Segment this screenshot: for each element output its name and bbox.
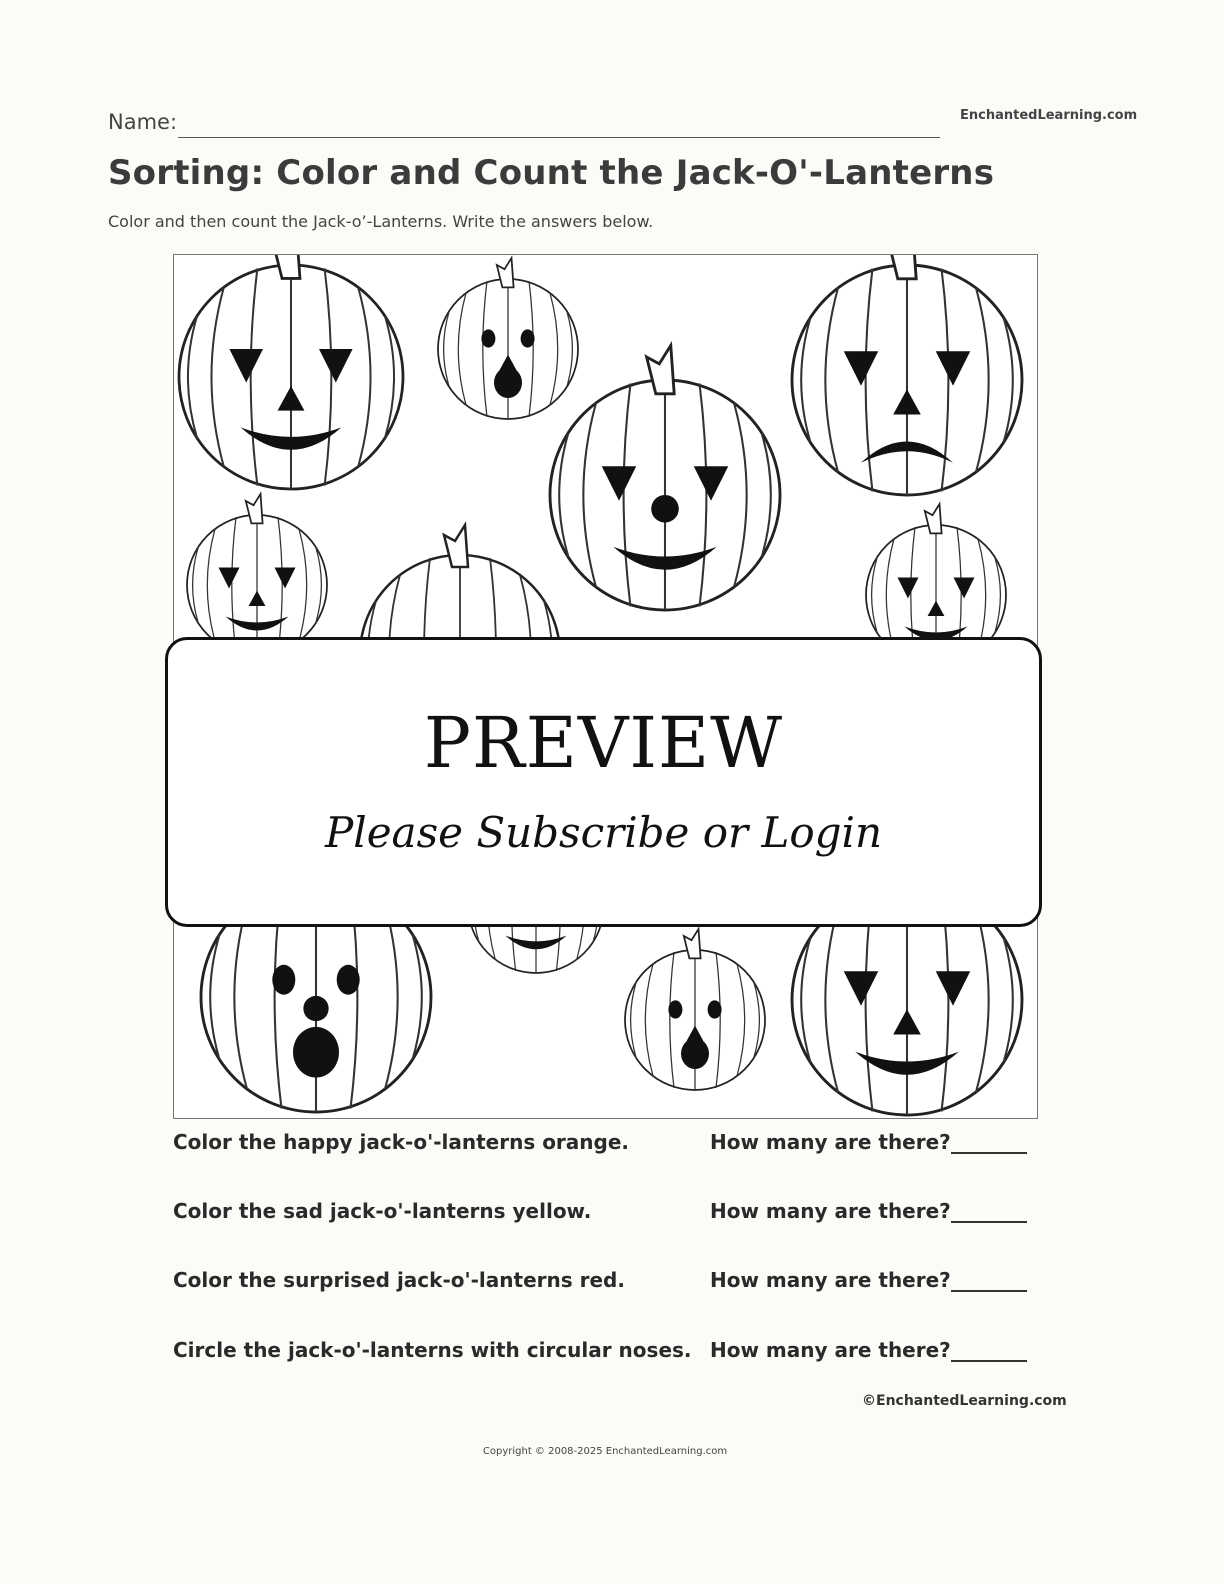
answer-blank[interactable] bbox=[951, 1152, 1027, 1154]
sad-jack-o-lantern bbox=[792, 255, 1022, 495]
question-row bbox=[173, 1268, 1033, 1298]
page-subtitle: Color and then count the Jack-o’-Lanterns. Write the answers below. bbox=[108, 212, 654, 231]
image-credit: ©EnchantedLearning.com bbox=[862, 1393, 1067, 1409]
happy-jack-o-lantern bbox=[550, 346, 780, 611]
happy-jack-o-lantern bbox=[187, 494, 327, 655]
question-row bbox=[173, 1338, 1033, 1368]
subscribe-login-link[interactable]: Please Subscribe or Login bbox=[325, 808, 882, 857]
name-label: Name: bbox=[108, 110, 178, 134]
surprised-jack-o-lantern bbox=[625, 929, 765, 1090]
answer-blank[interactable] bbox=[951, 1221, 1027, 1223]
name-field[interactable] bbox=[178, 137, 940, 138]
page-title: Sorting: Color and Count the Jack-O'-Lanterns bbox=[108, 153, 995, 193]
preview-overlay[interactable] bbox=[165, 637, 1042, 927]
question-ask: How many are there? bbox=[710, 1199, 951, 1223]
question-instruction: Circle the jack-o'-lanterns with circular noses. bbox=[173, 1338, 692, 1362]
question-instruction: Color the sad jack-o'-lanterns yellow. bbox=[173, 1199, 592, 1223]
question-instruction: Color the happy jack-o'-lanterns orange. bbox=[173, 1130, 630, 1154]
question-ask: How many are there? bbox=[710, 1130, 951, 1154]
question-row bbox=[173, 1199, 1033, 1229]
happy-jack-o-lantern bbox=[179, 255, 403, 489]
question-instruction: Color the surprised jack-o'-lanterns red. bbox=[173, 1268, 625, 1292]
site-name: EnchantedLearning.com bbox=[960, 108, 1138, 123]
question-ask: How many are there? bbox=[710, 1338, 951, 1362]
question-ask: How many are there? bbox=[710, 1268, 951, 1292]
copyright-notice: Copyright © 2008-2025 EnchantedLearning.com bbox=[482, 1446, 728, 1457]
preview-title: PREVIEW bbox=[423, 702, 784, 784]
answer-blank[interactable] bbox=[951, 1360, 1027, 1362]
question-row bbox=[173, 1130, 1033, 1160]
answer-blank[interactable] bbox=[951, 1290, 1027, 1292]
surprised-jack-o-lantern bbox=[438, 258, 578, 419]
